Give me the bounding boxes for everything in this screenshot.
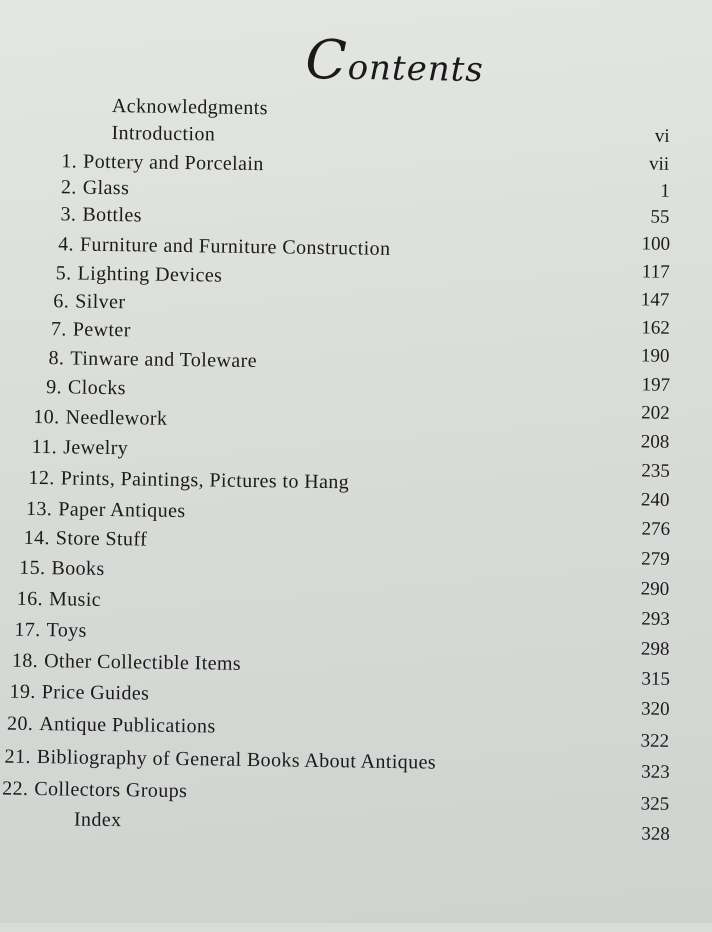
toc-entry-number: 11. [31,435,58,459]
toc-entry-label: Clocks [67,376,127,400]
toc-page-number: 117 [641,261,670,283]
toc-page-number: 235 [641,460,671,482]
toc-page-number: vii [648,153,670,175]
toc-entry [8,650,241,676]
toc-page-number: 290 [640,578,670,600]
toc-entry-label: Pottery and Porcelain [82,150,264,176]
toc-page-number: 147 [640,289,670,311]
toc-entry-number: 22. [2,777,29,800]
toc-entry [10,619,87,643]
toc-page-number: 202 [641,402,670,424]
toc-entry [20,527,148,552]
toc-page-number: 315 [641,668,671,690]
toc-page-number: vi [654,125,670,147]
toc-entry [39,290,126,314]
toc-page-number: 320 [640,698,670,720]
toc-entry-number: 13. [25,497,53,521]
toc-entry-number: 4. [58,233,75,256]
toc-entry-label: Jewelry [62,436,129,460]
toc-page-number: 240 [640,489,670,511]
toc-entry-label: Index [73,808,122,832]
toc-page-number: 279 [641,548,670,570]
toc-page-number: 298 [640,638,670,660]
toc-entry-label: Furniture and Furniture Construction [79,233,391,260]
toc-entry [15,557,104,581]
toc-entry-label: Pewter [72,318,131,342]
toc-entry-label: Acknowledgments [111,95,269,120]
toc-entry-label: Silver [75,290,126,314]
toc-page-number: 1 [660,180,670,202]
toc-entry-number: 10. [33,405,60,429]
toc-entry-number: 5. [55,262,72,285]
toc-entry [0,777,187,803]
toc-entry-number: 16. [16,587,44,611]
toc-page-number: 323 [641,761,670,783]
toc-entry [44,233,391,261]
toc-page-number: 55 [650,206,670,228]
toc-page-number: 325 [640,793,670,815]
toc-entry [25,467,350,495]
toc-entry-number: 12. [28,466,55,490]
toc-entry-label: Tinware and Toleware [70,347,258,373]
toc-entry-number: 2. [60,176,77,199]
toc-page-number: 162 [641,317,671,339]
toc-entry-label: Introduction [111,122,216,146]
toc-entry-label: Store Stuff [55,527,148,551]
toc-entry-label: Bottles [82,203,143,227]
toc-entry [111,122,215,146]
toc-entry [32,376,126,400]
toc-entry [29,406,167,431]
toc-entry-number: 1. [61,150,78,173]
toc-entry-number: 15. [19,556,46,580]
toc-entry [74,809,122,833]
toc-entry [3,713,216,739]
toc-page-number: 328 [641,823,670,845]
toc-entry [6,681,150,706]
toc-entry-label: Prints, Paintings, Pictures to Hang [60,467,350,494]
toc-entry-label: Lighting Devices [77,262,223,287]
page-title: Contents [304,28,485,92]
toc-entry-label: Paper Antiques [58,498,186,523]
toc-entry-number: 17. [14,618,41,642]
toc-entry-label: Collectors Groups [34,777,188,803]
toc-entry-label: Music [48,588,102,611]
toc-entry [22,498,186,523]
toc-page-number: 208 [640,431,670,453]
toc-page-number: 190 [640,345,670,367]
toc-entry-label: Price Guides [41,681,150,705]
toc-entry-label: Books [51,557,105,580]
toc-entry-label: Toys [46,619,87,642]
toc-entry-number: 21. [4,745,31,768]
toc-page-number: 293 [641,608,670,630]
toc-page-number: 100 [641,233,671,255]
toc-entry-number: 6. [53,290,70,313]
toc-entry-label: Bibliography of General Books About Antiques [36,746,437,774]
toc-entry-number: 20. [6,712,34,735]
toc-entry-label: Needlework [65,406,168,430]
toc-entry-number: 7. [50,318,67,341]
toc-entry-label: Antique Publications [39,713,216,738]
toc-entry [46,203,142,227]
toc-entry-number: 14. [23,526,51,550]
toc-entry [112,95,268,120]
toc-entry [34,347,257,373]
toc-entry [37,318,131,342]
toc-entry-number: 9. [46,376,63,399]
toc-entry [41,262,222,288]
toc-entry [47,176,130,200]
toc-entry [27,436,128,460]
toc-page-number: 197 [641,374,671,396]
toc-entry-label: Glass [82,176,130,200]
toc-entry [13,588,101,612]
toc-page-number: 322 [640,730,670,752]
toc-entry-label: Other Collectible Items [44,650,242,675]
toc-page-number: 276 [641,518,671,540]
toc-entry [1,746,437,775]
toc-entry-number: 18. [11,649,39,673]
toc-entry-number: 19. [9,680,36,703]
toc-entry-number: 3. [60,203,77,226]
toc-entry-number: 8. [48,347,65,370]
toc-entry [47,150,264,176]
